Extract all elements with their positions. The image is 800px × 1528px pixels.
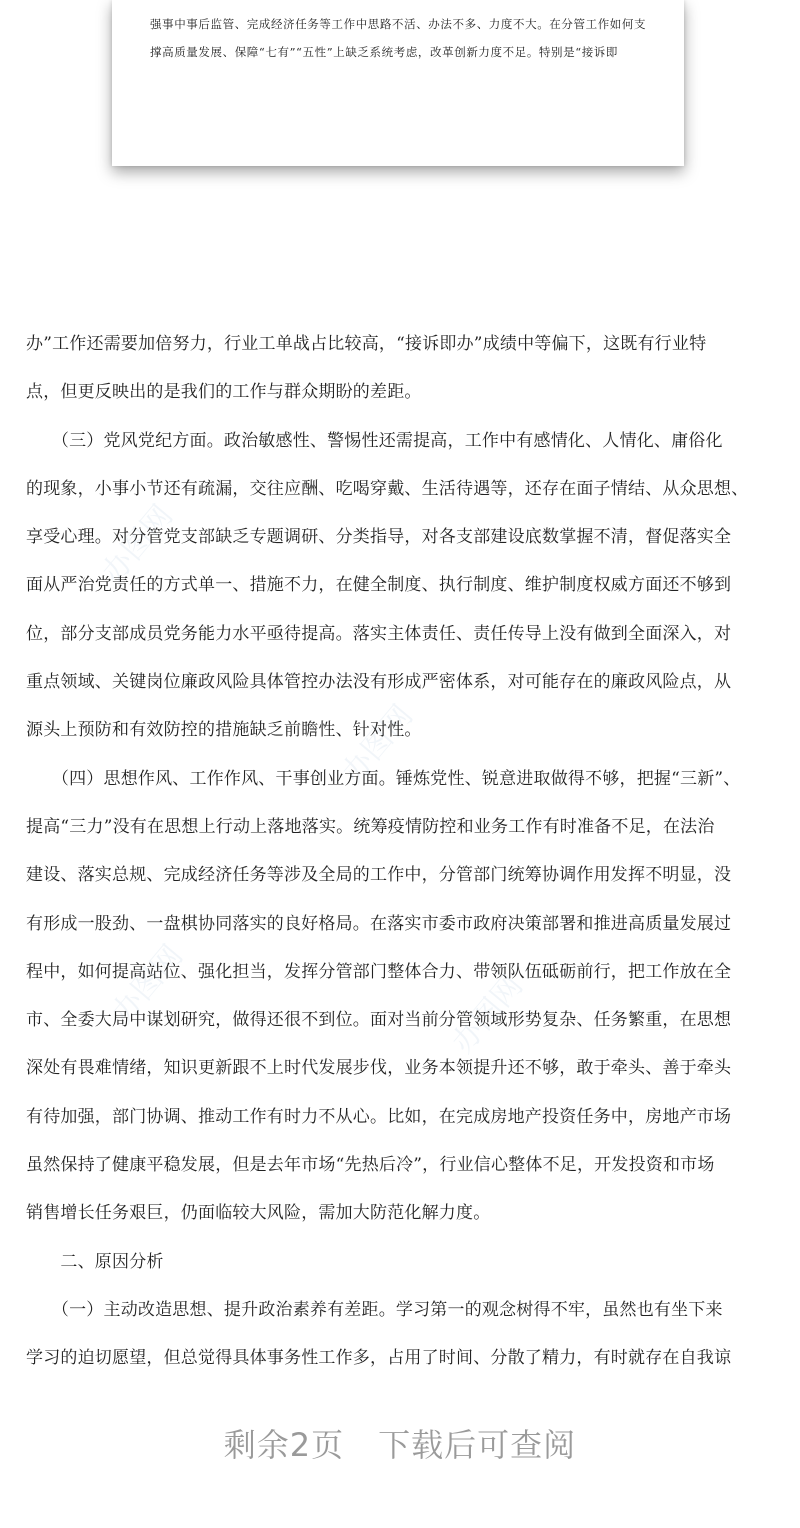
text-line: 深处有畏难情绪，知识更新跟不上时代发展步伐，业务本领提升还不够，敢于牵头、善于牵头 <box>26 1058 732 1079</box>
watermark-text: 办图网 <box>335 698 421 790</box>
section-heading: 二、原因分析 <box>26 1251 164 1272</box>
preview-line: 强事中事后监管、完成经济任务等工作中思路不活、办法不多、力度不大。在分管工作如何支 <box>150 17 647 31</box>
text-line: 提高“三力”没有在思想上行动上落地落实。统筹疫情防控和业务工作有时准备不足，在法治 <box>26 816 715 837</box>
text-line: 建设、落实总规、完成经济任务等涉及全局的工作中，分管部门统筹协调作用发挥不明显，没 <box>26 865 732 886</box>
text-line: 虽然保持了健康平稳发展，但是去年市场“先热后冷”，行业信心整体不足，开发投资和市场 <box>26 1155 715 1176</box>
page-preview-card <box>112 0 684 166</box>
text-line: 位，部分支部成员党务能力水平亟待提高。落实主体责任、责任传导上没有做到全面深入，对 <box>26 623 732 644</box>
document-body <box>26 320 776 1383</box>
text-line: （四）思想作风、工作作风、干事创业方面。锤炼党性、锐意进取做得不够，把握“三新”、 <box>26 768 741 789</box>
text-line: 程中，如何提高站位、强化担当，发挥分管部门整体合力、带领队伍砥砺前行，把工作放在全 <box>26 961 732 982</box>
watermark-text: 办图网 <box>95 498 181 590</box>
preview-line: 撑高质量发展、保障“七有”“五性”上缺乏系统考虑，改革创新力度不足。特别是“接诉即 <box>150 45 618 59</box>
text-line: 有待加强，部门协调、推动工作有时力不从心。比如，在完成房地产投资任务中，房地产市场 <box>26 1106 732 1127</box>
text-line: 办”工作还需要加倍努力，行业工单战占比较高，“接诉即办”成绩中等偏下，这既有行业特 <box>26 334 707 354</box>
download-hint-label: 下载后可查阅 <box>378 1426 577 1464</box>
text-line: （三）党风党纪方面。政治敏感性、警惕性还需提高，工作中有感情化、人情化、庸俗化 <box>26 430 723 451</box>
text-line: 学习的迫切愿望，但总觉得具体事务性工作多，占用了时间、分散了精力，有时就存在自我谅 <box>26 1348 732 1369</box>
text-line: 有形成一股劲、一盘棋协同落实的良好格局。在落实市委市政府决策部署和推进高质量发展过 <box>26 913 732 934</box>
download-prompt[interactable] <box>0 1420 800 1466</box>
text-line: 重点领域、关键岗位廉政风险具体管控办法没有形成严密体系，对可能存在的廉政风险点，从 <box>26 672 732 693</box>
text-line: 面从严治党责任的方式单一、措施不力，在健全制度、执行制度、维护制度权威方面还不够到 <box>26 575 732 596</box>
text-line: （一）主动改造思想、提升政治素养有差距。学习第一的观念树得不牢，虽然也有坐下来 <box>26 1299 723 1320</box>
text-line: 的现象，小事小节还有疏漏，交往应酬、吃喝穿戴、生活待遇等，还存在面子情结、从众思想、 <box>26 478 749 499</box>
text-line: 点，但更反映出的是我们的工作与群众期盼的差距。 <box>26 382 422 403</box>
text-line: 销售增长任务艰巨，仍面临较大风险，需加大防范化解力度。 <box>26 1203 491 1224</box>
text-line: 市、全委大局中谋划研究，做得还很不到位。面对当前分管领域形势复杂、任务繁重，在思想 <box>26 1010 732 1031</box>
watermark-text: 办图网 <box>445 968 531 1060</box>
text-line: 享受心理。对分管党支部缺乏专题调研、分类指导，对各支部建设底数掌握不清，督促落实全 <box>26 527 732 548</box>
text-line: 源头上预防和有效防控的措施缺乏前瞻性、针对性。 <box>26 720 422 741</box>
watermark-text: 办图网 <box>105 938 191 1030</box>
remaining-pages-label: 剩余2页 <box>223 1426 345 1464</box>
